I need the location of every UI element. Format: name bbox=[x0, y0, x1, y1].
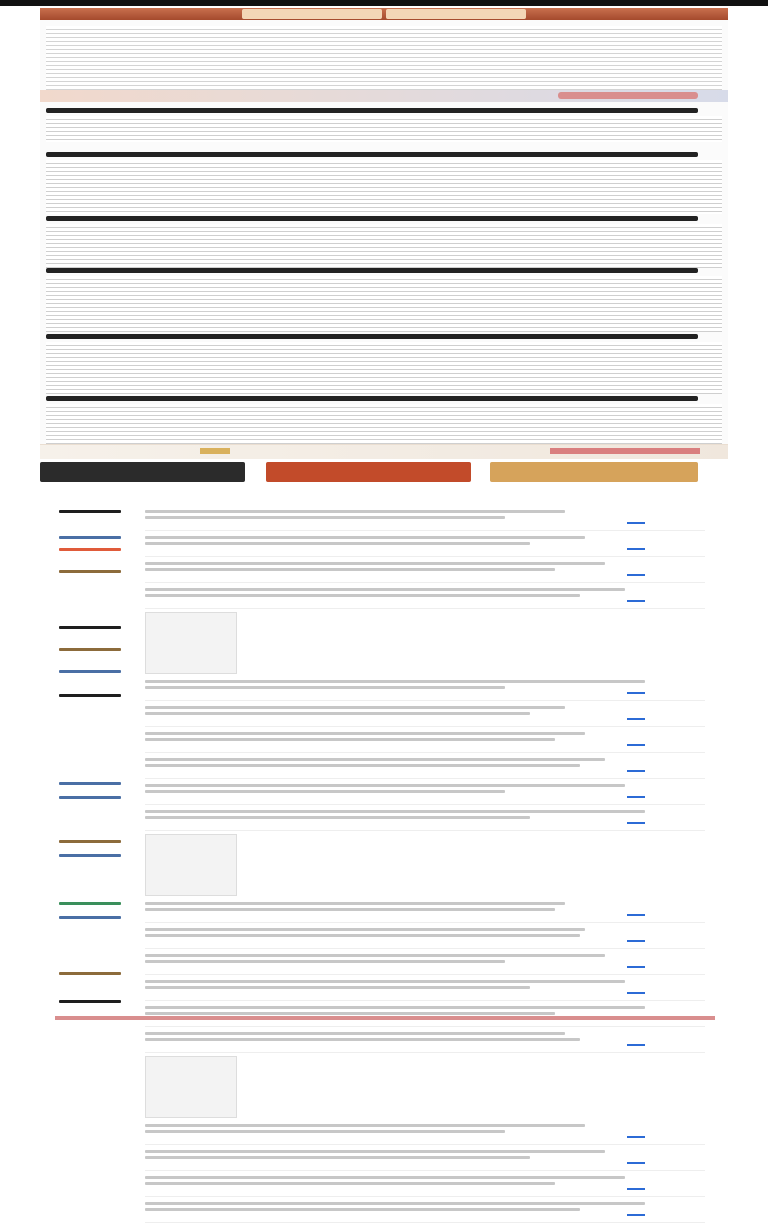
list-item-title bbox=[145, 954, 605, 957]
main-frame bbox=[40, 20, 728, 458]
list-item-title bbox=[145, 980, 625, 983]
content-area bbox=[55, 500, 715, 1020]
list-item-meta bbox=[145, 738, 555, 741]
list-item-link[interactable] bbox=[627, 744, 645, 746]
list-item[interactable] bbox=[145, 950, 705, 975]
list-item-title bbox=[145, 758, 605, 761]
thumbnail[interactable] bbox=[59, 902, 121, 905]
list-item-link[interactable] bbox=[627, 770, 645, 772]
list-item-title bbox=[145, 536, 585, 539]
list-item-meta bbox=[145, 764, 580, 767]
section-paragraph bbox=[46, 276, 722, 332]
promo-row bbox=[40, 90, 728, 102]
list-item-link[interactable] bbox=[627, 522, 645, 524]
list-item-meta bbox=[145, 790, 505, 793]
list-item-meta bbox=[145, 816, 530, 819]
list-item-title bbox=[145, 680, 645, 683]
promo-tag bbox=[558, 92, 698, 99]
section-heading bbox=[46, 216, 698, 221]
list-item[interactable] bbox=[145, 1028, 705, 1053]
list-item-meta bbox=[145, 594, 580, 597]
list-item[interactable] bbox=[145, 976, 705, 1001]
list-item-title bbox=[145, 1124, 585, 1127]
list-item-link[interactable] bbox=[627, 1162, 645, 1164]
list-item[interactable] bbox=[145, 806, 705, 831]
section-heading bbox=[46, 334, 698, 339]
thumbnail[interactable] bbox=[59, 1000, 121, 1003]
list-item-title bbox=[145, 706, 565, 709]
list-item-link[interactable] bbox=[627, 1044, 645, 1046]
nav-item-2[interactable] bbox=[386, 9, 526, 19]
thumbnail[interactable] bbox=[59, 510, 121, 513]
list-item[interactable] bbox=[145, 1172, 705, 1197]
list-item-link[interactable] bbox=[627, 1188, 645, 1190]
section-paragraph bbox=[46, 224, 722, 268]
list-item-link[interactable] bbox=[627, 574, 645, 576]
list-item-title bbox=[145, 1202, 645, 1205]
list-item-meta bbox=[145, 1038, 580, 1041]
list-item-meta bbox=[145, 934, 580, 937]
category-card[interactable] bbox=[266, 462, 471, 482]
list-item[interactable] bbox=[145, 1120, 705, 1145]
list-item-title bbox=[145, 928, 585, 931]
list-item-link[interactable] bbox=[627, 692, 645, 694]
thumbnail[interactable] bbox=[59, 916, 121, 919]
thumbnail[interactable] bbox=[59, 694, 121, 697]
section-paragraph bbox=[46, 160, 722, 214]
list-item-meta bbox=[145, 1182, 555, 1185]
list-item-link[interactable] bbox=[627, 1214, 645, 1216]
category-card[interactable] bbox=[490, 462, 698, 482]
list-item-meta bbox=[145, 568, 555, 571]
list-item-link[interactable] bbox=[627, 600, 645, 602]
list-item[interactable] bbox=[145, 532, 705, 557]
list-item-link[interactable] bbox=[627, 992, 645, 994]
list-item[interactable] bbox=[145, 1146, 705, 1171]
list-item[interactable] bbox=[145, 584, 705, 609]
list-item-meta bbox=[145, 1156, 530, 1159]
nav-item-1[interactable] bbox=[242, 9, 382, 19]
list-item-link[interactable] bbox=[627, 718, 645, 720]
list-item[interactable] bbox=[145, 898, 705, 923]
list-item-meta bbox=[145, 542, 530, 545]
list-item-title bbox=[145, 588, 625, 591]
section-heading bbox=[46, 396, 698, 401]
list-item[interactable] bbox=[145, 676, 705, 701]
thumbnail[interactable] bbox=[59, 536, 121, 539]
section-paragraph bbox=[46, 342, 722, 394]
top-bar bbox=[0, 0, 768, 6]
list-item-meta bbox=[145, 516, 505, 519]
list-item-link[interactable] bbox=[627, 914, 645, 916]
thumbnail[interactable] bbox=[59, 782, 121, 785]
list-item-meta bbox=[145, 960, 505, 963]
section-heading bbox=[46, 152, 698, 157]
section-paragraph bbox=[46, 116, 722, 142]
list-item-meta bbox=[145, 986, 530, 989]
list-item-meta bbox=[145, 908, 555, 911]
list-item-title bbox=[145, 810, 645, 813]
list-item-title bbox=[145, 732, 585, 735]
intro-paragraph bbox=[46, 26, 722, 94]
thumbnail[interactable] bbox=[59, 548, 121, 551]
list-item-meta bbox=[145, 1012, 555, 1015]
thumbnail[interactable] bbox=[59, 626, 121, 629]
inline-thumbnail[interactable] bbox=[145, 834, 237, 896]
list-item-title bbox=[145, 562, 605, 565]
left-thumbnails bbox=[55, 500, 125, 1020]
thumbnail[interactable] bbox=[59, 648, 121, 651]
list-item-link[interactable] bbox=[627, 796, 645, 798]
banner-accent bbox=[550, 448, 700, 454]
list-item-meta bbox=[145, 1130, 505, 1133]
list-item[interactable] bbox=[145, 780, 705, 805]
banner-mark bbox=[200, 448, 230, 454]
bottom-accent bbox=[55, 1016, 715, 1020]
inline-thumbnail[interactable] bbox=[145, 612, 237, 674]
list-item-link[interactable] bbox=[627, 1136, 645, 1138]
list-item-meta bbox=[145, 1208, 580, 1211]
results-list bbox=[145, 500, 705, 1020]
inline-thumbnail[interactable] bbox=[145, 1056, 237, 1118]
list-item-link[interactable] bbox=[627, 966, 645, 968]
list-item-title bbox=[145, 1150, 605, 1153]
thumbnail[interactable] bbox=[59, 670, 121, 673]
thumbnail[interactable] bbox=[59, 854, 121, 857]
list-item-title bbox=[145, 1006, 645, 1009]
list-item-title bbox=[145, 510, 565, 513]
thumbnail[interactable] bbox=[59, 840, 121, 843]
section-heading bbox=[46, 268, 698, 273]
list-item-title bbox=[145, 1032, 565, 1035]
list-item[interactable] bbox=[145, 754, 705, 779]
list-item[interactable] bbox=[145, 924, 705, 949]
category-card[interactable] bbox=[40, 462, 245, 482]
list-item[interactable] bbox=[145, 1002, 705, 1027]
list-item-link[interactable] bbox=[627, 548, 645, 550]
list-item[interactable] bbox=[145, 702, 705, 727]
list-item-title bbox=[145, 784, 625, 787]
list-item[interactable] bbox=[145, 728, 705, 753]
list-item-link[interactable] bbox=[627, 940, 645, 942]
list-item[interactable] bbox=[145, 506, 705, 531]
list-item-title bbox=[145, 1176, 625, 1179]
site-header bbox=[40, 8, 728, 20]
category-row bbox=[40, 462, 728, 488]
section-heading bbox=[46, 108, 698, 113]
list-item[interactable] bbox=[145, 558, 705, 583]
thumbnail[interactable] bbox=[59, 570, 121, 573]
list-item-meta bbox=[145, 686, 505, 689]
thumbnail[interactable] bbox=[59, 796, 121, 799]
list-item[interactable] bbox=[145, 1198, 705, 1223]
thumbnail[interactable] bbox=[59, 972, 121, 975]
list-item-title bbox=[145, 902, 565, 905]
list-item-meta bbox=[145, 712, 530, 715]
banner-strip bbox=[40, 444, 728, 459]
list-item-link[interactable] bbox=[627, 822, 645, 824]
